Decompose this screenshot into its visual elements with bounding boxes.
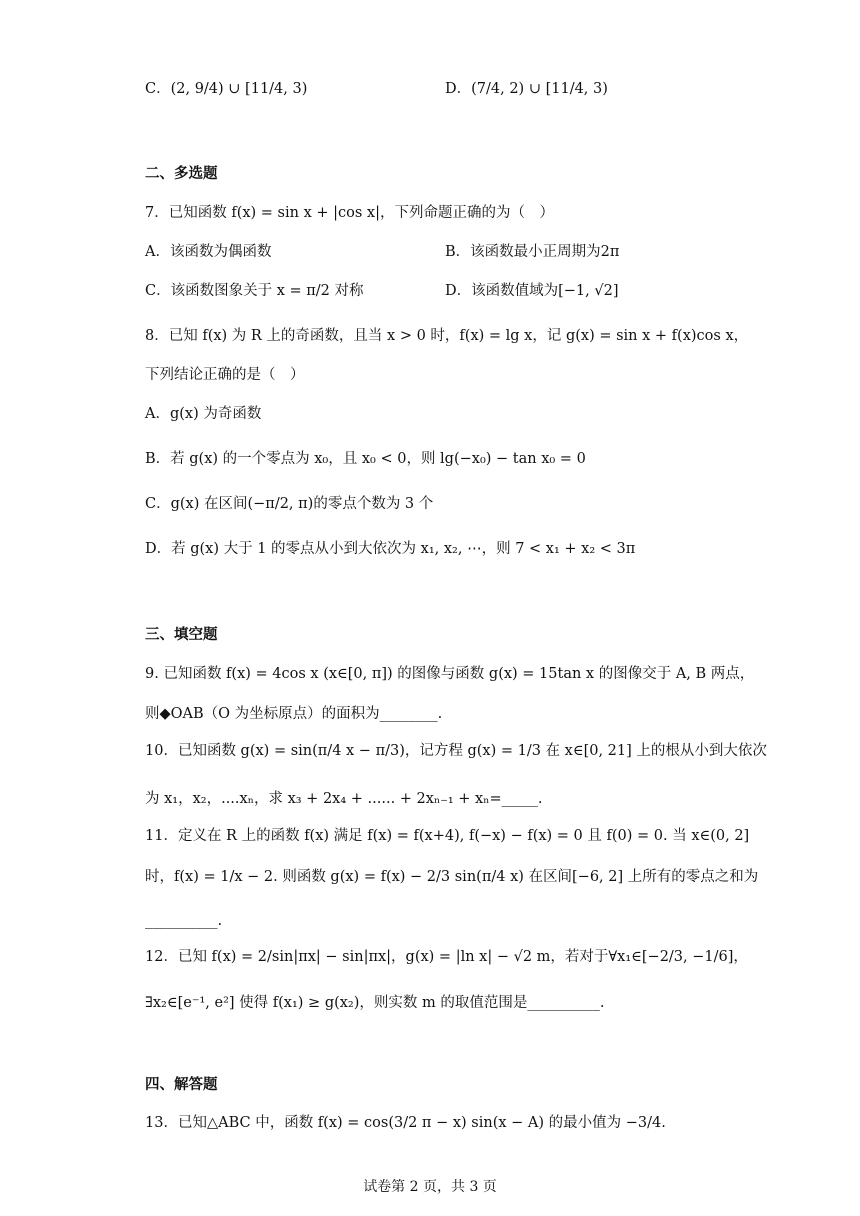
q8-option-b: B．若 g(x) 的一个零点为 x₀，且 x₀ < 0，则 lg(−x₀) − tan x₀ = 0 xyxy=(145,451,586,467)
section-answer: 四、解答题 xyxy=(145,1077,218,1093)
q8-stem-line2: 下列结论正确的是（ ） xyxy=(145,367,305,383)
q9-line2: 则◆OAB（O 为坐标原点）的面积为________. xyxy=(145,706,443,722)
q7-stem: 7．已知函数 f(x) = sin x + |cos x|，下列命题正确的为（ ） xyxy=(145,205,554,221)
q6-option-c: C．(2, 9/4) ∪ [11/4, 3) xyxy=(145,81,308,97)
q11-line2: 时，f(x) = 1/x − 2. 则函数 g(x) = f(x) − 2/3 sin(π/4 x) 在区间[−6, 2] 上所有的零点之和为 xyxy=(145,869,759,885)
q8-option-c: C．g(x) 在区间(−π/2, π)的零点个数为 3 个 xyxy=(145,496,434,512)
q10-line2: 为 x₁，x₂，....xₙ，求 x₃ + 2x₄ + ...... + 2xₙ₋₁ + xₙ=_____. xyxy=(145,791,543,807)
q7-option-b: B．该函数最小正周期为2π xyxy=(445,244,620,260)
q11-line1: 11．定义在 R 上的函数 f(x) 满足 f(x) = f(x+4), f(−x) − f(x) = 0 且 f(0) = 0. 当 x∈(0, 2] xyxy=(145,828,750,844)
q6-option-d: D．(7/4, 2) ∪ [11/4, 3) xyxy=(445,81,608,97)
section-multi-choice: 二、多选题 xyxy=(145,166,218,182)
section-fill-in: 三、填空题 xyxy=(145,627,218,643)
q10-line1: 10．已知函数 g(x) = sin(π/4 x − π/3)，记方程 g(x) = 1/3 在 x∈[0, 21] 上的根从小到大依次 xyxy=(145,743,767,759)
q8-option-d: D．若 g(x) 大于 1 的零点从小到大依次为 x₁, x₂, ⋯，则 7 < x₁ + x₂ < 3π xyxy=(145,541,636,557)
q13-line1: 13．已知△ABC 中，函数 f(x) = cos(3/2 π − x) sin(x − A) 的最小值为 −3/4. xyxy=(145,1115,666,1131)
q9-line1: 9. 已知函数 f(x) = 4cos x (x∈[0, π]) 的图像与函数 g(x) = 15tan x 的图像交于 A, B 两点， xyxy=(145,666,755,682)
q7-option-c: C．该函数图象关于 x = π/2 对称 xyxy=(145,283,364,299)
q12-line2: ∃x₂∈[e⁻¹, e²] 使得 f(x₁) ≥ g(x₂)，则实数 m 的取值范围是__________. xyxy=(145,995,605,1011)
q7-option-a: A．该函数为偶函数 xyxy=(145,244,272,260)
q11-line3: __________. xyxy=(145,913,223,929)
page-footer: 试卷第 2 页，共 3 页 xyxy=(363,1179,497,1195)
q12-line1: 12．已知 f(x) = 2/sin|πx| − sin|πx|，g(x) = |ln x| − √2 m，若对于∀x₁∈[−2/3, −1/6]， xyxy=(145,949,748,965)
q7-option-d: D．该函数值域为[−1, √2] xyxy=(445,283,619,299)
q8-stem-line1: 8．已知 f(x) 为 R 上的奇函数，且当 x > 0 时，f(x) = lg x，记 g(x) = sin x + f(x)cos x， xyxy=(145,328,749,344)
q8-option-a: A．g(x) 为奇函数 xyxy=(145,406,262,422)
